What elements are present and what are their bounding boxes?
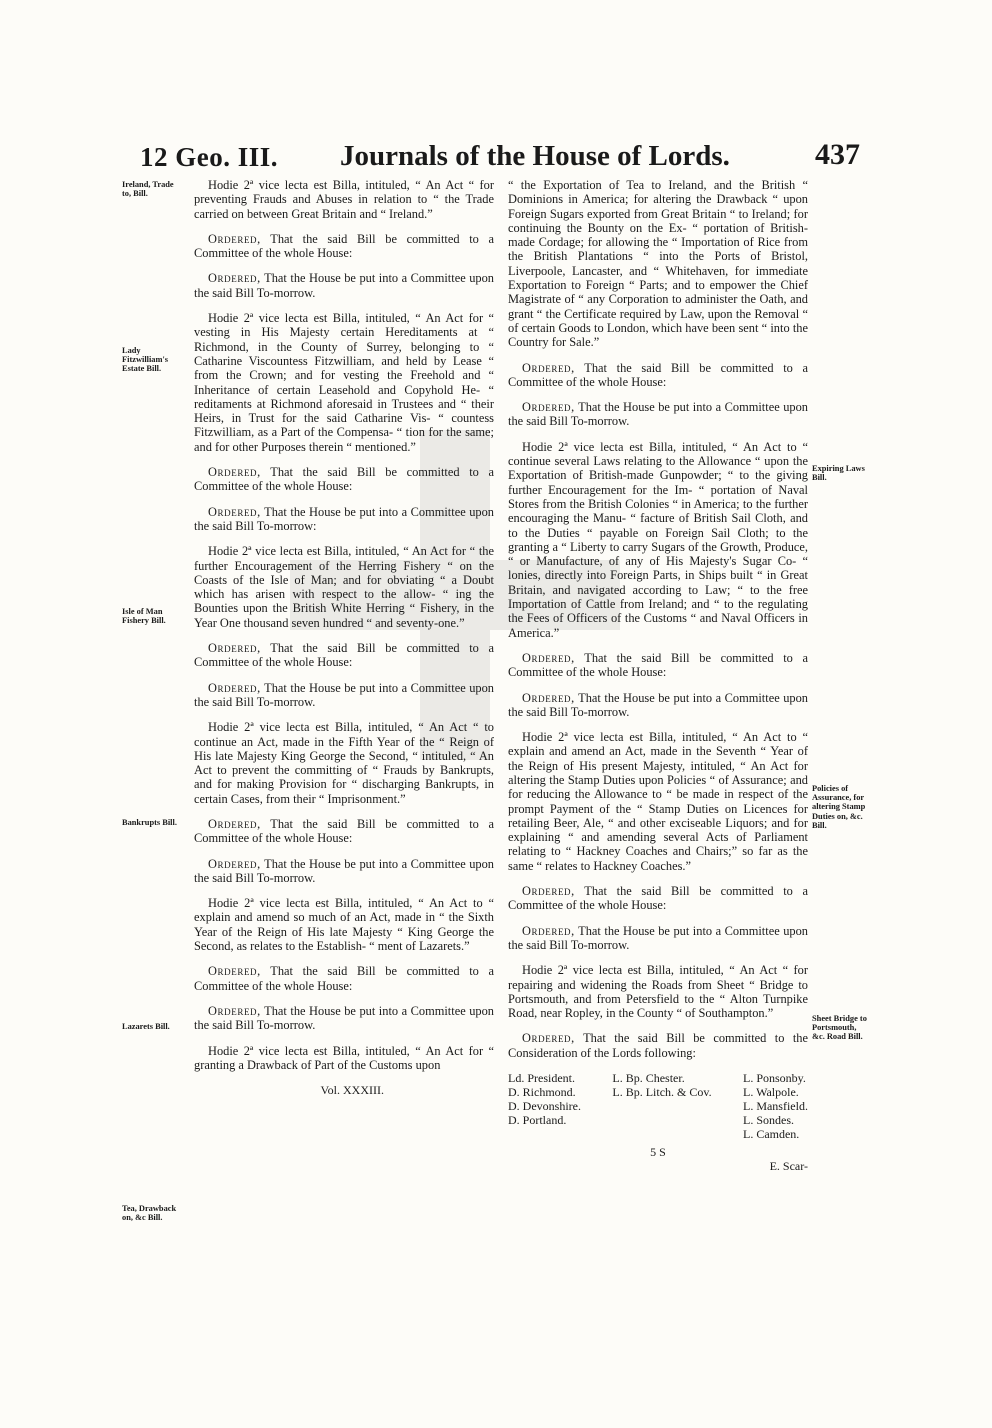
- margin-note-sheet-bridge: Sheet Bridge to Portsmouth, &c. Road Bill.: [812, 1014, 867, 1042]
- lord-name: L. Mansfield.: [742, 1099, 808, 1114]
- order-paragraph: [194, 465, 494, 494]
- signature-mark: 5 S: [650, 1145, 666, 1160]
- order-text: That the House be put into a Committee upon the said Bill To-morrow.: [508, 690, 808, 719]
- lords-list-column: [508, 1071, 581, 1141]
- order-text: That the said Bill be committed to a Committee of the whole House:: [194, 964, 494, 993]
- margin-note-fitzwilliam: Lady Fitzwilliam's Estate Bill.: [122, 346, 169, 374]
- order-text: That the said Bill be committed to a Committee of the whole House:: [508, 884, 808, 913]
- order-paragraph: [508, 361, 808, 390]
- bill-reading-paragraph: Hodie 2ª vice lecta est Billa, intituled, “ An Act “ to continue an Act, made in the Fifth Year of the “ Reign of His late Majesty King George the Second, “ intituled, “ An Act to prevent the committing of “ Frauds by Bankrupts, and for making Provision for “ discharging Bankrupts, in certain Cases, from their “ Imprisonment.”: [194, 720, 494, 806]
- lord-name: L. Camden.: [742, 1127, 800, 1142]
- order-text: That the House be put into a Committee upon the said Bill To-morrow.: [194, 856, 494, 885]
- right-column: [508, 178, 808, 1174]
- lords-list-column: [612, 1071, 711, 1141]
- ordered-lead: Ordered,: [522, 360, 575, 375]
- lord-name: Ld. President.: [508, 1071, 575, 1086]
- ordered-lead: Ordered,: [208, 1003, 261, 1018]
- bill-reading-paragraph: Hodie 2ª vice lecta est Billa, intituled, “ An Act to “ explain and amend an Act, made in the Seventh “ Year of the Reign of His present Majesty, intituled, “ An Act for altering the Stamp Duties upon Policies “ of Assurance; and for reducing the Allowance to “ be made in respect of the prompt Payment of the “ Stamp Duties on Licences for retailing Beer, Ale, “ and other exciseable Liquors; and for explaining “ and amending several Acts of Parliament relating to “ Hackney Coaches and Chairs;” so far as the same “ relates to Hackney Coaches.”: [508, 730, 808, 873]
- lord-name: L. Bp. Chester.: [612, 1071, 685, 1086]
- ordered-lead: Ordered,: [208, 271, 261, 286]
- left-column: [194, 178, 494, 1097]
- order-text: That the said Bill be committed to a Committee of the whole House:: [194, 816, 494, 846]
- order-text: That the said Bill be committed to a Committee of the whole House:: [508, 650, 808, 680]
- margin-note-expiring-laws: Expiring Laws Bill.: [812, 464, 865, 483]
- order-text: That the said Bill be committed to a Committee of the whole House:: [194, 641, 494, 670]
- ordered-lead: Ordered,: [208, 680, 261, 695]
- ordered-lead: Ordered,: [522, 1031, 575, 1046]
- order-paragraph: [194, 271, 494, 300]
- order-text: That the House be put into a Committee upon the said Bill To-morrow.: [194, 1003, 494, 1033]
- order-paragraph: [508, 924, 808, 953]
- ordered-lead: Ordered,: [522, 690, 575, 705]
- ordered-lead: Ordered,: [522, 650, 575, 665]
- order-paragraph: [508, 651, 808, 680]
- lords-list: [508, 1071, 808, 1141]
- ordered-lead: Ordered,: [522, 884, 575, 899]
- ordered-lead: Ordered,: [208, 964, 261, 979]
- order-paragraph: [508, 400, 808, 429]
- order-text: That the said Bill be committed to a Committee of the whole House:: [194, 231, 494, 261]
- bill-reading-paragraph: Hodie 2ª vice lecta est Billa, intituled, “ An Act “ for repairing and widening the Roads from Sheet “ Bridge to Portsmouth, and from Petersfield to the “ Alton Turnpike Road, near Ropley, in the County “ of Southampton.”: [508, 963, 808, 1021]
- regnal-year: 12 Geo. III.: [140, 142, 279, 172]
- order-paragraph: [194, 1004, 494, 1033]
- margin-note-isle-of-man: Isle of Man Fishery Bill.: [122, 607, 166, 626]
- order-text: That the House be put into a Committee upon the said Bill To-morrow.: [508, 400, 808, 429]
- order-paragraph: [194, 505, 494, 534]
- order-paragraph: [194, 681, 494, 710]
- lord-name: D. Richmond.: [508, 1085, 576, 1100]
- lord-name: L. Sondes.: [742, 1113, 794, 1128]
- order-text: That the House be put into a Committee upon the said Bill To-morrow.: [508, 923, 808, 952]
- lord-name: L. Ponsonby.: [742, 1071, 806, 1086]
- bill-reading-paragraph: Hodie 2ª vice lecta est Billa, intituled, “ An Act “ for preventing Frauds and Abuses in relation to “ the Trade carried on between Great Britain and “ Ireland.”: [194, 178, 494, 221]
- order-paragraph: [194, 641, 494, 670]
- margin-note-tea-drawback: Tea, Drawback on, &c Bill.: [122, 1204, 177, 1223]
- order-text: That the House be put into a Committee upon the said Bill To-morrow.: [194, 271, 494, 300]
- margin-note-lazarets: Lazarets Bill.: [122, 1022, 170, 1031]
- order-paragraph: [194, 232, 494, 261]
- continued-paragraph: “ the Exportation of Tea to Ireland, and the British “ Dominions in America; for altering the Drawback “ upon Foreign Sugars exported from Great Britain “ to Ireland; for continuing the Bounty on the Ex- “ portation of British-made Cordage; for allowing the “ Importation of Rice from the British Plantations “ into the Ports of Bristol, Liverpoole, Lancaster, and “ Whitehaven, for immediate Exportation to Foreign “ Parts; and to empower the Chief Magistrate of “ any Corporation to administer the Oath, and grant “ the Certificate required by Law, upon the Removal “ of certain Goods to London, which have been sent “ into the Country for Sale.”: [508, 178, 808, 350]
- ordered-lead: Ordered,: [208, 856, 261, 871]
- ordered-lead: Ordered,: [208, 465, 261, 480]
- order-paragraph: [508, 1031, 808, 1060]
- ordered-lead: Ordered,: [208, 504, 261, 519]
- bill-reading-paragraph: Hodie 2ª vice lecta est Billa, intituled, “ An Act for “ granting a Drawback of Part of the Customs upon: [194, 1043, 494, 1072]
- lords-list-column: [743, 1071, 808, 1141]
- lord-name: D. Devonshire.: [508, 1099, 581, 1114]
- order-text: That the said Bill be committed to a Committee of the whole House:: [194, 465, 494, 494]
- page-number: 437: [815, 138, 860, 171]
- catchword: E. Scar-: [769, 1159, 808, 1174]
- order-paragraph: [194, 817, 494, 846]
- ordered-lead: Ordered,: [208, 231, 261, 246]
- order-paragraph: [508, 691, 808, 720]
- volume-note: Vol. XXXIII.: [320, 1083, 384, 1098]
- lord-name: L. Walpole.: [742, 1085, 799, 1100]
- lord-name: D. Portland.: [508, 1113, 567, 1128]
- lord-name: L. Bp. Litch. & Cov.: [612, 1085, 712, 1100]
- order-text: That the said Bill be committed to the Consideration of the Lords following:: [508, 1031, 808, 1060]
- bill-reading-paragraph: Hodie 2ª vice lecta est Billa, intituled, “ An Act to “ explain and amend so much of an Act, made in “ the Sixth Year of the Reign of His late Majesty “ King George the Second, as relates to the Establish- “ ment of Lazarets.”: [194, 896, 494, 954]
- order-text: That the House be put into a Committee upon the said Bill To-morrow:: [194, 504, 494, 533]
- order-text: That the House be put into a Committee upon the said Bill To-morrow.: [194, 680, 494, 709]
- ordered-lead: Ordered,: [208, 816, 261, 831]
- order-paragraph: [508, 884, 808, 913]
- ordered-lead: Ordered,: [522, 400, 575, 415]
- margin-note-ireland-trade: Ireland, Trade to, Bill.: [122, 180, 174, 199]
- journal-title: Journals of the House of Lords.: [340, 140, 730, 172]
- order-text: That the said Bill be committed to a Committee of the whole House:: [508, 360, 808, 389]
- order-paragraph: [194, 964, 494, 993]
- order-paragraph: [194, 857, 494, 886]
- bill-reading-paragraph: Hodie 2ª vice lecta est Billa, intituled, “ An Act for “ vesting in His Majesty certain Hereditaments at “ Richmond, in the County of Surrey, belonging to “ Catharine Viscountess Fitzwilliam, and held by Lease “ from the Crown; and for vesting the Freehold and “ Inheritance of certain Leasehold and Copyhold He- “ reditaments at Richmond aforesaid in Trustees and “ their Heirs, in Trust for the said Catharine Vis- “ countess Fitzwilliam, as a Part of the Compensa- “ tion for the same; and for other Purposes therein “ mentioned.”: [194, 311, 494, 454]
- bill-reading-paragraph: Hodie 2ª vice lecta est Billa, intituled, “ An Act for “ the further Encouragement of the Herring Fishery “ on the Coasts of the Isle of Man; and for obviating “ a Doubt which has arisen with respect to the allow- “ ing the Bounties upon the British White Herring “ Fishery, in the Year One thousand seven hundred “ and seventy-one.”: [194, 544, 494, 630]
- ordered-lead: Ordered,: [522, 923, 575, 938]
- page-header: [140, 136, 860, 176]
- margin-note-policies-assurance: Policies of Assurance, for altering Stamp Duties on, &c. Bill.: [812, 784, 866, 830]
- bill-reading-paragraph: Hodie 2ª vice lecta est Billa, intituled, “ An Act to “ continue several Laws relating to the Allowance “ upon the Exportation of British-made Gunpowder; “ to the giving further Encouragement for the Im- “ portation of Naval Stores from the British Colonies “ in America; to the further encouraging the Manu- “ facture of British Sail Cloth, and to the Duties “ payable on Foreign Sail Cloth; to the granting a “ Liberty to carry Sugars of the Growth, Produce, “ or Manufacture, of any of His Majesty's Sugar Co- “ lonies, directly into Foreign Parts, in Ships built “ in Great Britain, and navigated according to Law; “ to the free Importation of Cattle from Ireland; and “ to the regulating the Fees of Officers of the Customs “ and Naval Officers in America.”: [508, 439, 808, 640]
- margin-note-bankrupts: Bankrupts Bill.: [122, 818, 177, 827]
- ordered-lead: Ordered,: [208, 641, 261, 656]
